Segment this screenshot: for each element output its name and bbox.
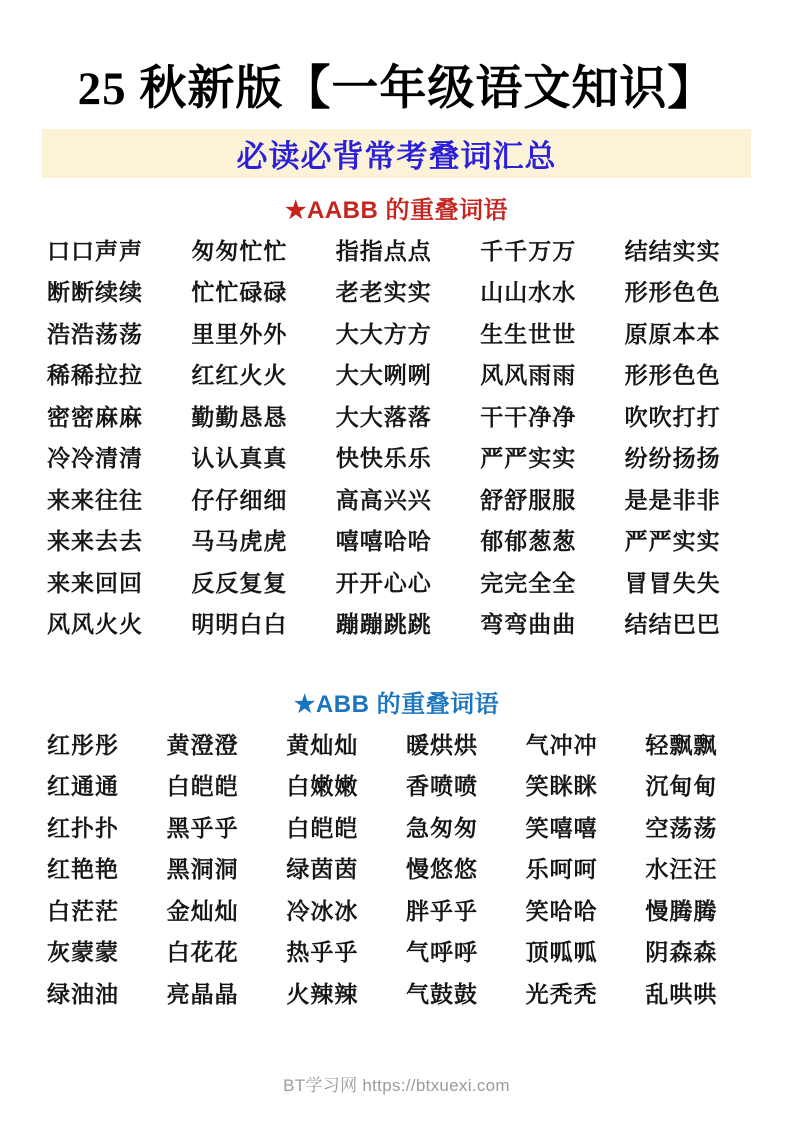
word-cell: 山山水水 (480, 279, 577, 306)
section-header-abb: ★ABB 的重叠词语 (293, 690, 500, 718)
word-cell: 红通通 (47, 773, 119, 800)
word-cell: 匆匆忙忙 (191, 237, 288, 264)
word-cell: 弯弯曲曲 (480, 611, 577, 638)
word-cell: 冒冒失失 (624, 569, 721, 596)
word-cell: 黄灿灿 (286, 731, 359, 758)
subtitle-text: 必读必背常考叠词汇总 (236, 138, 557, 174)
word-cell: 反反复复 (191, 569, 288, 596)
word-cell: 笑眯眯 (525, 773, 598, 800)
word-cell: 红红火火 (191, 362, 288, 389)
word-cell: 浩浩荡荡 (47, 320, 143, 347)
word-cell: 沉甸甸 (645, 773, 718, 800)
word-cell: 笑嘻嘻 (525, 814, 598, 841)
word-cell: 来来往往 (47, 486, 143, 513)
word-cell: 稀稀拉拉 (47, 362, 143, 389)
word-cell: 顶呱呱 (525, 939, 598, 966)
word-cell: 白皑皑 (286, 814, 359, 841)
word-cell: 嘻嘻哈哈 (335, 528, 432, 555)
word-cell: 结结实实 (624, 237, 721, 264)
word-cell: 白花花 (166, 939, 239, 966)
word-cell: 黄澄澄 (166, 731, 239, 758)
word-cell: 乱哄哄 (645, 980, 718, 1007)
word-cell: 形形色色 (624, 362, 721, 389)
word-cell: 结结巴巴 (624, 611, 721, 638)
word-cell: 水汪汪 (645, 856, 718, 883)
word-cell: 大大落落 (335, 403, 432, 430)
word-cell: 千千万万 (480, 237, 577, 264)
word-cell: 空荡荡 (645, 814, 718, 841)
word-cell: 香喷喷 (405, 773, 478, 800)
word-cell: 大大方方 (335, 320, 432, 347)
word-cell: 形形色色 (624, 279, 721, 306)
word-cell: 蹦蹦跳跳 (335, 611, 432, 638)
word-cell: 完完全全 (480, 569, 577, 596)
word-cell: 绿茵茵 (286, 856, 359, 883)
word-cell: 红艳艳 (47, 856, 119, 883)
word-cell: 笑哈哈 (525, 897, 598, 924)
word-cell: 老老实实 (335, 279, 432, 306)
word-cell: 忙忙碌碌 (191, 279, 288, 306)
word-cell: 白嫩嫩 (286, 773, 359, 800)
word-cell: 光秃秃 (525, 980, 598, 1007)
word-cell: 口口声声 (47, 237, 143, 264)
word-cell: 风风雨雨 (480, 362, 577, 389)
word-cell: 来来去去 (47, 528, 143, 555)
word-cell: 严严实实 (480, 445, 577, 472)
word-cell: 阴森森 (645, 939, 718, 966)
section-header-aabb: ★AABB 的重叠词语 (284, 196, 508, 224)
word-cell: 火辣辣 (286, 980, 359, 1007)
word-cell: 冷冰冰 (286, 897, 359, 924)
abb-word-grid (0, 719, 793, 1016)
word-cell: 勤勤恳恳 (191, 403, 288, 430)
word-cell: 白茫茫 (47, 897, 119, 924)
word-cell: 严严实实 (624, 528, 721, 555)
word-cell: 原原本本 (624, 320, 721, 347)
word-cell: 急匆匆 (405, 814, 478, 841)
footer-credit: BT学习网 https://btxuexi.com (283, 1076, 510, 1095)
word-cell: 慢腾腾 (645, 897, 718, 924)
subtitle-banner (42, 129, 751, 178)
word-cell: 郁郁葱葱 (480, 528, 577, 555)
word-cell: 来来回回 (47, 569, 143, 596)
word-cell: 轻飘飘 (645, 731, 718, 758)
word-cell: 黑洞洞 (166, 856, 239, 883)
word-cell: 红扑扑 (47, 814, 119, 841)
word-cell: 大大咧咧 (335, 362, 432, 389)
word-cell: 吹吹打打 (624, 403, 721, 430)
word-cell: 风风火火 (47, 611, 143, 638)
word-cell: 冷冷清清 (47, 445, 143, 472)
word-cell: 白皑皑 (166, 773, 239, 800)
word-cell: 热乎乎 (286, 939, 359, 966)
word-cell: 黑乎乎 (166, 814, 239, 841)
word-cell: 纷纷扬扬 (624, 445, 721, 472)
word-cell: 仔仔细细 (191, 486, 288, 513)
word-cell: 密密麻麻 (47, 403, 143, 430)
word-cell: 气冲冲 (525, 731, 598, 758)
word-cell: 慢悠悠 (405, 856, 478, 883)
word-cell: 气鼓鼓 (405, 980, 478, 1007)
word-cell: 快快乐乐 (335, 445, 432, 472)
word-cell: 是是非非 (624, 486, 721, 513)
page-title: 25 秋新版【一年级语文知识】 (77, 63, 716, 115)
word-cell: 干干净净 (480, 403, 577, 430)
word-cell: 生生世世 (480, 320, 577, 347)
aabb-word-grid (0, 225, 793, 646)
word-cell: 断断续续 (47, 279, 143, 306)
word-cell: 胖乎乎 (405, 897, 478, 924)
word-cell: 亮晶晶 (166, 980, 239, 1007)
word-cell: 灰蒙蒙 (47, 939, 119, 966)
word-cell: 绿油油 (47, 980, 119, 1007)
word-cell: 暖烘烘 (405, 731, 478, 758)
word-cell: 舒舒服服 (480, 486, 577, 513)
word-cell: 开开心心 (335, 569, 432, 596)
word-cell: 里里外外 (191, 320, 288, 347)
word-cell: 认认真真 (191, 445, 288, 472)
word-cell: 金灿灿 (166, 897, 239, 924)
word-cell: 高高兴兴 (335, 486, 432, 513)
word-cell: 红彤彤 (47, 731, 119, 758)
word-cell: 明明白白 (191, 611, 288, 638)
word-cell: 气呼呼 (405, 939, 478, 966)
word-cell: 乐呵呵 (525, 856, 598, 883)
word-cell: 指指点点 (335, 237, 432, 264)
word-cell: 马马虎虎 (191, 528, 288, 555)
